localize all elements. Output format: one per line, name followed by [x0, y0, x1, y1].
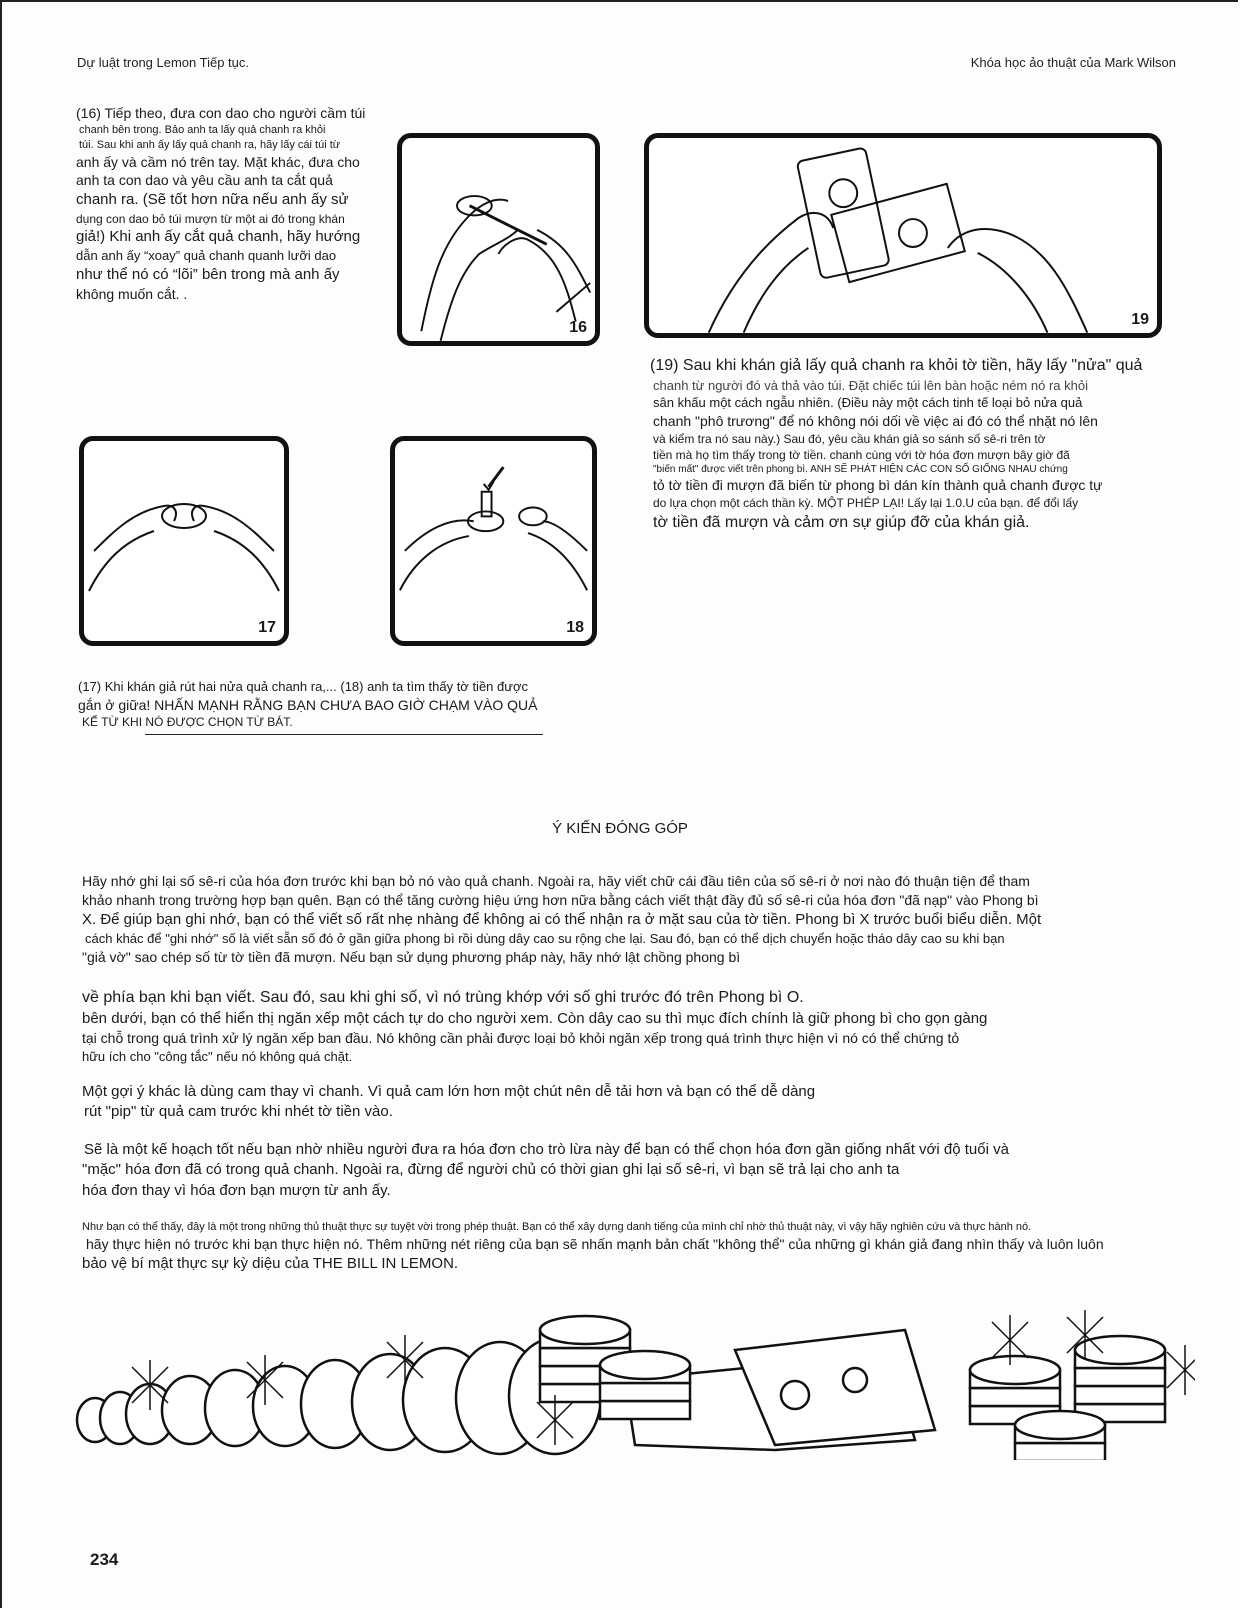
coin-stack-top: [1015, 1411, 1105, 1439]
coin-stack-top: [600, 1351, 690, 1379]
coin-stack-layer: [1075, 1368, 1165, 1386]
text-line: cách khác để "ghi nhớ" số là viết sẵn số đó ở gần giữa phong bì rồi dùng dây cao su rộng che lại. Sau đó, bạn có thể dịch chuyển hoặc tháo dây cao su khi bạn: [85, 931, 1005, 947]
text-line: tờ tiền đã mượn và cảm ơn sự giúp đỡ của khán giả.: [653, 513, 1030, 531]
coin-stack-layer: [600, 1383, 690, 1401]
hands-holding-bill-icon: [649, 138, 1157, 333]
text-line: tiền mà họ tìm thấy trong tờ tiền. chanh cùng với tờ hóa đơn mượn bây giờ đã: [653, 447, 1070, 462]
text-line: X. Để giúp bạn ghi nhớ, bạn có thể viết số rất nhẹ nhàng để không ai có thể nhận ra ở mặt sau của tờ tiền. Phong bì X trước buổi biểu diễn. Một: [82, 910, 1042, 928]
text-line: bảo vệ bí mật thực sự kỳ diệu của THE BILL IN LEMON.: [82, 1254, 459, 1272]
coin-stack-layer: [1015, 1443, 1105, 1460]
text-line: "giả vờ" sao chép số từ tờ tiền đã mượn. Nếu bạn sử dụng phương pháp này, hãy nhớ lật chồng phong bì: [82, 948, 741, 965]
coin-stack-layer: [970, 1388, 1060, 1406]
text-line: (19) Sau khi khán giả lấy quả chanh ra khỏi tờ tiền, hãy lấy "nửa" quả: [650, 357, 1143, 374]
text-line: tỏ tờ tiền đi mượn đã biến từ phong bì dán kín thành quả chanh được tự: [653, 477, 1103, 494]
text-line: dụng con dao bỏ túi mượn từ một ai đó trong khán: [76, 211, 345, 226]
text-line: chanh bên trong. Bảo anh ta lấy quả chanh ra khỏi: [79, 123, 326, 136]
coins-and-bills-illustration: [75, 1310, 1195, 1460]
text-line: (16) Tiếp theo, đưa con dao cho người cầm túi: [76, 105, 366, 121]
text-line: do lựa chọn một cách thần kỳ. MỘT PHÉP LẠI! Lấy lại 1.0.U của bạn. để đổi lấy: [653, 496, 1079, 511]
text-line: "biến mất" được viết trên phong bì. ANH SẼ PHÁT HIỆN CÁC CON SỐ GIỐNG NHAU chứng: [653, 463, 1068, 475]
figure-16: [397, 133, 600, 346]
comments-para-5: [82, 1220, 1192, 1274]
text-line: anh ta con dao và yêu cầu anh ta cắt quả: [76, 172, 333, 189]
coin-stack-top: [540, 1316, 630, 1344]
coin-stack-layer: [1075, 1386, 1165, 1404]
step-19-text: [650, 355, 1210, 533]
divider-line: [145, 734, 543, 735]
text-line: khảo nhanh trong trường hợp bạn quên. Bạn có thể tăng cường hiệu ứng hơn nữa bằng cách viết thật đầy đủ số sê-ri của hóa đơn "đã nạp" vào Phong bì: [82, 891, 1039, 908]
sparkle-icon: [1167, 1352, 1195, 1388]
text-line: gắn ở giữa! NHẤN MẠNH RẰNG BẠN CHƯA BAO GIỜ CHẠM VÀO QUẢ: [78, 696, 538, 713]
coin-stack-top: [970, 1356, 1060, 1384]
text-line: chanh "phô trương" để nó không nói dối về việc ai đó có thể nhặt nó lên: [653, 412, 1098, 429]
text-line: Một gợi ý khác là dùng cam thay vì chanh. Vì quả cam lớn hơn một chút nên dễ tải hơn và bạn có thể dễ dàng: [82, 1083, 816, 1100]
text-line: "mặc" hóa đơn đã có trong quả chanh. Ngoài ra, đừng để người chủ có thời gian ghi lại số sê-ri, vì bạn sẽ trả lại cho anh ta: [82, 1161, 900, 1179]
page-number: 234: [90, 1550, 119, 1569]
coin-stack-top: [1075, 1336, 1165, 1364]
text-line: chanh từ người đó và thả vào túi. Đặt chiếc túi lên bàn hoặc ném nó ra khỏi: [653, 377, 1088, 393]
text-line: và kiểm tra nó sau này.) Sau đó, yêu cầu khán giả so sánh số sê-ri trên tờ: [653, 431, 1046, 446]
figure-18: [390, 436, 597, 646]
text-line: tại chỗ trong quá trình xử lý ngăn xếp ban đầu. Nó không cần phải được loại bỏ khỏi ngăn xếp trong quá trình thực hiện vì nó có thể chứng tỏ: [82, 1029, 960, 1046]
text-line: Sẽ là một kế hoạch tốt nếu bạn nhờ nhiều người đưa ra hóa đơn cho trò lừa này để bạn có thể chọn hóa đơn gần giống nhất với độ tuổi và: [84, 1141, 1009, 1158]
text-line: chanh ra. (Sẽ tốt hơn nữa nếu anh ấy sử: [76, 191, 349, 209]
comments-para-3: [82, 1082, 1192, 1123]
step-17-18-text: [78, 678, 638, 731]
comments-para-2: [82, 987, 1192, 1065]
running-header-left: Dự luật trong Lemon Tiếp tục.: [77, 55, 250, 70]
hands-finding-bill-icon: [395, 441, 592, 641]
figure-19: [644, 133, 1162, 338]
figure-17: [79, 436, 289, 646]
figure-number: 16: [569, 319, 587, 336]
text-line: hữu ích cho "công tắc" nếu nó không quá chặt.: [82, 1048, 353, 1064]
hands-cutting-lemon-icon: [402, 138, 595, 341]
text-line: (17) Khi khán giả rút hai nửa quả chanh ra,... (18) anh ta tìm thấy tờ tiền được: [78, 679, 528, 694]
text-line: bên dưới, bạn có thể hiển thị ngăn xếp một cách tự do cho người xem. Còn dây cao su thì mục đích chính là giữ phong bì cho gọn gàng: [82, 1009, 988, 1027]
text-line: về phía bạn khi bạn viết. Sau đó, sau khi ghi số, vì nó trùng khớp với số ghi trước đó trên Phong bì O.: [82, 989, 804, 1006]
sparkle-icon: [1167, 1352, 1195, 1388]
text-line: dẫn anh ấy “xoay” quả chanh quanh lưỡi dao: [76, 248, 337, 264]
comments-para-1: [82, 872, 1192, 966]
hands-opening-lemon-icon: [84, 441, 284, 641]
text-line: KỂ TỪ KHI NÓ ĐƯỢC CHỌN TỪ BÁT.: [82, 715, 293, 730]
text-line: sân khấu một cách ngẫu nhiên. (Điều này một cách tinh tế loại bỏ nửa quả: [653, 395, 1083, 411]
text-line: anh ấy và cầm nó trên tay. Mặt khác, đưa cho: [76, 153, 360, 170]
coin-stack-layer: [600, 1401, 690, 1419]
text-line: như thể nó có “lõi” bên trong mà anh ấy: [76, 265, 340, 283]
step-16-text: [76, 104, 396, 304]
running-header-right: Khóa học ảo thuật của Mark Wilson: [970, 55, 1176, 70]
text-line: giả!) Khi anh ấy cắt quả chanh, hãy hướng: [76, 227, 361, 245]
text-line: Hãy nhớ ghi lại số sê-ri của hóa đơn trước khi bạn bỏ nó vào quả chanh. Ngoài ra, hãy viết chữ cái đầu tiên của số sê-ri ở nơi nào đó thuận tiện để tham: [82, 873, 1030, 889]
text-line: hãy thực hiện nó trước khi bạn thực hiện nó. Thêm những nét riêng của bạn sẽ nhấn mạnh bản chất "không thể" của những gì khán giả đang nhìn thấy và luôn luôn: [86, 1235, 1104, 1252]
text-line: Như bạn có thể thấy, đây là một trong những thủ thuật thực sự tuyệt vời trong phép thuật. Bạn có thể xây dựng danh tiếng của mình chỉ nhờ thủ thuật này, vì vậy hãy nghiên cứu và thực hành nó.: [82, 1221, 1032, 1233]
text-line: rút "pip" từ quả cam trước khi nhét tờ tiền vào.: [84, 1103, 393, 1121]
section-title: Ý KIẾN ĐÓNG GÓP: [552, 820, 688, 837]
text-line: không muốn cắt. .: [76, 285, 188, 302]
figure-number: 18: [566, 619, 584, 636]
comments-para-4: [82, 1140, 1192, 1201]
figure-number: 19: [1131, 311, 1149, 328]
text-line: hóa đơn thay vì hóa đơn bạn mượn từ anh ấy.: [82, 1181, 391, 1199]
figure-number: 17: [258, 619, 276, 636]
text-line: túi. Sau khi anh ấy lấy quả chanh ra, hãy lấy cái túi từ: [79, 138, 341, 151]
